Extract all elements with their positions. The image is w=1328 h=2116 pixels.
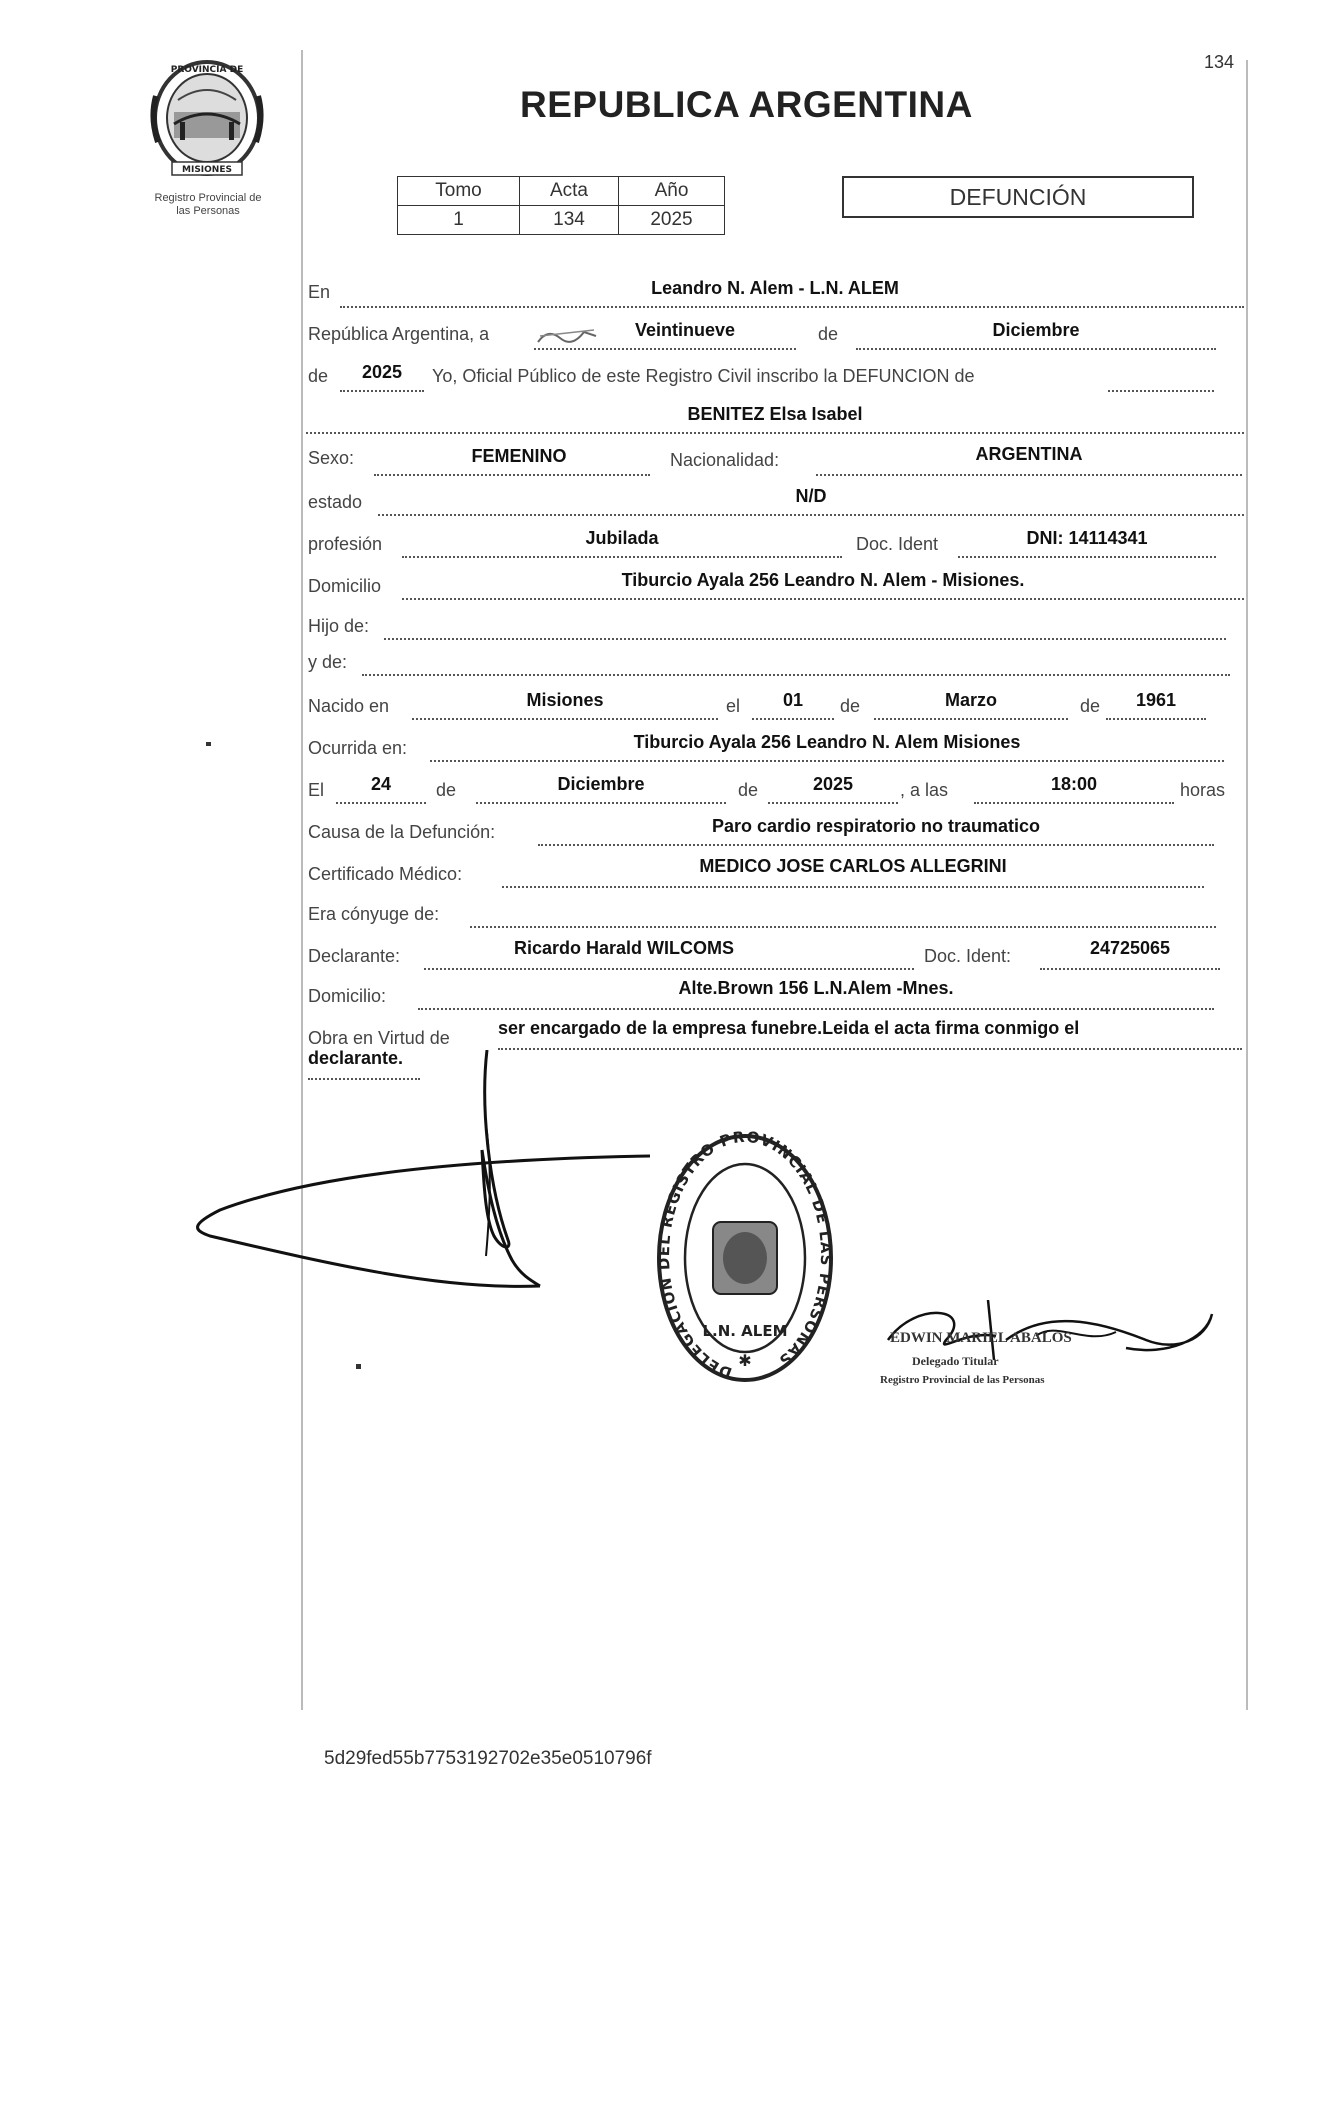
nacionalidad-value: ARGENTINA [975, 444, 1083, 464]
anio-dotted-line [340, 390, 424, 392]
causa-dotted-line [538, 844, 1214, 846]
alas-label: , a las [900, 780, 949, 800]
register-value-anio: 2025 [619, 206, 725, 235]
ocurrida-value: Tiburcio Ayala 256 Leandro N. Alem Misiones [633, 732, 1021, 752]
register-header-acta: Acta [520, 177, 619, 206]
causa-label: Causa de la Defunción: [308, 822, 496, 842]
register-value-acta: 134 [520, 206, 619, 235]
certificado-label: Certificado Médico: [308, 864, 463, 884]
def-mes-dotted-line [476, 802, 726, 804]
doc-ident-2-value: 24725065 [1089, 938, 1171, 958]
delegate-institution: Registro Provincial de las Personas [880, 1374, 1045, 1386]
inscribo-text: Yo, Oficial Público de este Registro Civil inscribo la DEFUNCION de [432, 366, 975, 386]
nacido-dotted-line [412, 718, 718, 720]
declarante-value: Ricardo Harald WILCOMS [513, 938, 735, 958]
logo-text-bottom: MISIONES [182, 165, 232, 175]
delegate-name: EDWIN MARIEL ABALOS [890, 1330, 1072, 1346]
yde-label: y de: [308, 652, 348, 672]
domicilio-label-2: Domicilio: [308, 986, 387, 1006]
declarante-dotted-line [424, 968, 914, 970]
declarant-signature [190, 1050, 650, 1340]
nac-mes-dotted-line [874, 718, 1068, 720]
def-anio-value: 2025 [812, 774, 854, 794]
seal-star-icon: ✱ [738, 1353, 752, 1370]
doc-ident-2-dotted-line [1040, 968, 1220, 970]
mes-dotted-line [856, 348, 1216, 350]
official-seal [655, 1130, 835, 1390]
de-label-4: de [1080, 696, 1101, 716]
delegate-role: Delegado Titular [912, 1354, 999, 1368]
nac-mes-value: Marzo [944, 690, 997, 710]
page-number: 134 [1204, 52, 1235, 72]
certificado-value: MEDICO JOSE CARLOS ALLEGRINI [699, 856, 1007, 876]
seal-inner-text: L.N. ALEM [702, 1322, 788, 1340]
causa-value: Paro cardio respiratorio no traumatico [711, 816, 1041, 836]
hijo-dotted-line [384, 638, 1226, 640]
anio-value: 2025 [361, 362, 403, 382]
doc-ident-dotted-line [958, 556, 1216, 558]
right-margin-line [1246, 60, 1248, 1710]
nacionalidad-dotted-line [816, 474, 1242, 476]
nac-anio-value: 1961 [1135, 690, 1177, 710]
profesion-label: profesión [308, 534, 383, 554]
profesion-value: Jubilada [585, 528, 659, 548]
document-hash: 5d29fed55b7753192702e35e0510796f [324, 1748, 652, 1769]
obra-label: Obra en Virtud de [308, 1028, 450, 1048]
org-name [128, 192, 288, 218]
sexo-label: Sexo: [308, 448, 355, 468]
conyuge-label: Era cónyuge de: [308, 904, 440, 924]
register-header-tomo: Tomo [398, 177, 520, 206]
sexo-value: FEMENINO [471, 446, 567, 466]
domicilio-2-dotted-line [418, 1008, 1214, 1010]
seal-ring-text: DELEGACION DEL REGISTRO PROVINCIAL DE LAS PERSONAS [655, 1130, 835, 1383]
doc-ident-value: DNI: 14114341 [1026, 528, 1148, 548]
org-name-line1: Registro Provincial de [154, 192, 262, 204]
scan-speck [356, 1364, 361, 1369]
def-dia-dotted-line [336, 802, 426, 804]
de-label-3: de [840, 696, 861, 716]
yde-dotted-line [362, 674, 1230, 676]
obra-value-line1: ser encargado de la empresa funebre.Leida el acta firma conmigo el [498, 1018, 1080, 1038]
el-label-2: El [308, 780, 325, 800]
nac-dia-dotted-line [752, 718, 834, 720]
certificate-type-box: DEFUNCIÓN [842, 176, 1194, 218]
nacido-value: Misiones [526, 690, 604, 710]
estado-dotted-line [378, 514, 1244, 516]
mes-value: Diciembre [992, 320, 1080, 340]
en-dotted-line [340, 306, 1244, 308]
deceased-name-value: BENITEZ Elsa Isabel [687, 404, 863, 424]
de-label-6: de [738, 780, 759, 800]
register-value-tomo: 1 [398, 206, 520, 235]
def-dia-value: 24 [370, 774, 392, 794]
nombre-dotted-line [306, 432, 1244, 434]
def-hora-value: 18:00 [1050, 774, 1098, 794]
estado-value: N/D [795, 486, 827, 506]
republica-label: República Argentina, a [308, 324, 490, 344]
hijo-label: Hijo de: [308, 616, 370, 636]
de-label-5: de [436, 780, 457, 800]
certificado-dotted-line [502, 886, 1204, 888]
scan-speck [206, 742, 211, 746]
horas-label: horas [1180, 780, 1226, 800]
doc-ident-label-2: Doc. Ident: [924, 946, 1012, 966]
register-table [397, 176, 725, 235]
def-anio-dotted-line [768, 802, 898, 804]
dia-dotted-line [534, 348, 796, 350]
obra-value-line2: declarante. [308, 1048, 404, 1068]
domicilio-value: Tiburcio Ayala 256 Leandro N. Alem - Misiones. [621, 570, 1025, 590]
nacionalidad-label: Nacionalidad: [670, 450, 780, 470]
nac-anio-dotted-line [1106, 718, 1206, 720]
de-label-1: de [818, 324, 839, 344]
de-label-2: de [308, 366, 329, 386]
el-label: el [726, 696, 741, 716]
domicilio-label: Domicilio [308, 576, 382, 596]
org-name-line2: las Personas [176, 205, 240, 217]
profesion-dotted-line [402, 556, 842, 558]
ocurrida-dotted-line [430, 760, 1224, 762]
document-title: REPUBLICA ARGENTINA [520, 84, 973, 125]
logo-text-top: PROVINCIA DE [170, 65, 244, 75]
estado-label: estado [308, 492, 363, 512]
def-hora-dotted-line [974, 802, 1174, 804]
provincial-coat-of-arms-logo [148, 56, 266, 178]
conyuge-dotted-line [470, 926, 1216, 928]
doc-ident-label: Doc. Ident [856, 534, 939, 554]
def-mes-value: Diciembre [557, 774, 645, 794]
nacido-label: Nacido en [308, 696, 390, 716]
domicilio-dotted-line [402, 598, 1244, 600]
left-margin-line [301, 50, 303, 1710]
register-header-anio: Año [619, 177, 725, 206]
domicilio-2-value: Alte.Brown 156 L.N.Alem -Mnes. [678, 978, 954, 998]
nac-dia-value: 01 [782, 690, 804, 710]
inscribo-dotted-line [1108, 390, 1214, 392]
declarante-label: Declarante: [308, 946, 401, 966]
en-label: En [308, 282, 331, 302]
dia-value: Veintinueve [634, 320, 736, 340]
ocurrida-label: Ocurrida en: [308, 738, 408, 758]
en-value: Leandro N. Alem - L.N. ALEM [651, 278, 899, 298]
sexo-dotted-line [374, 474, 650, 476]
